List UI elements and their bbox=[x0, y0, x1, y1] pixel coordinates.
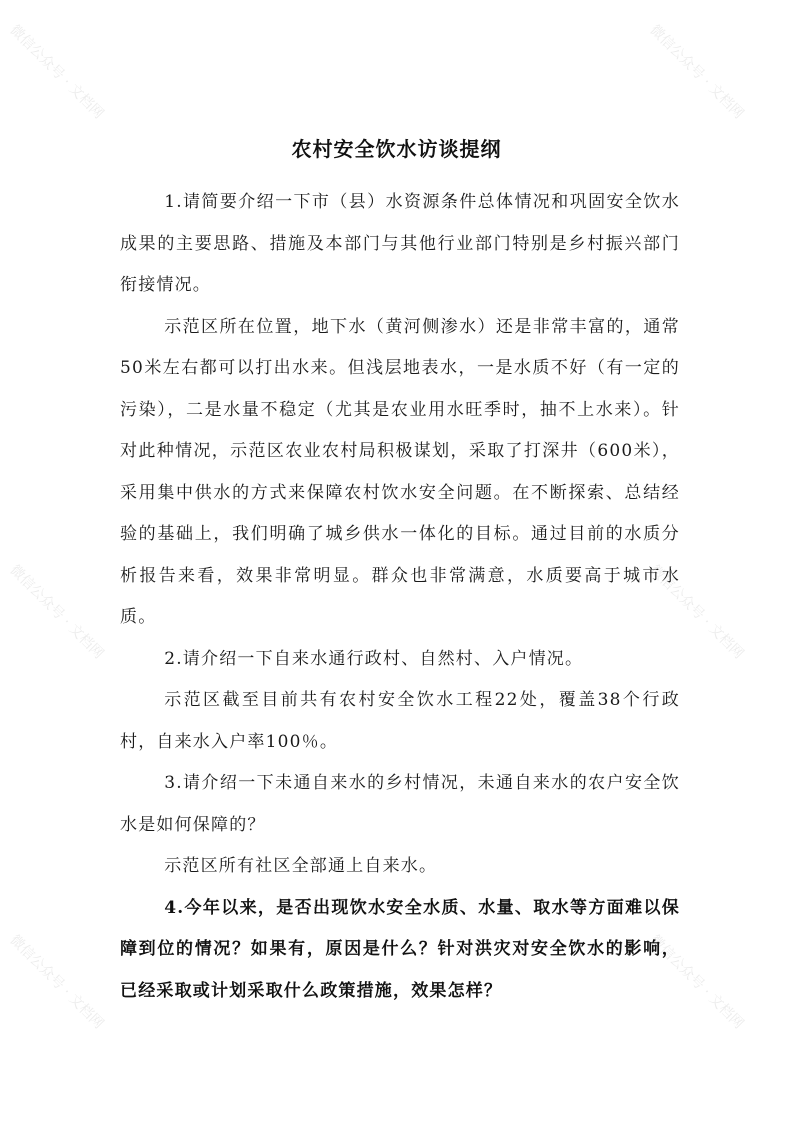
watermark: 微信公众号 · 文档网 bbox=[646, 932, 747, 1033]
watermark: 微信公众号 · 文档网 bbox=[6, 22, 107, 123]
answer-2: 示范区截至目前共有农村安全饮水工程22处，覆盖38个行政村，自来水入户率100％。 bbox=[120, 690, 680, 752]
document-body bbox=[120, 182, 680, 1012]
answer-3: 示范区所有社区全部通上自来水。 bbox=[164, 856, 438, 876]
question-3: 3.请介绍一下未通自来水的乡村情况，未通自来水的农户安全饮水是如何保障的？ bbox=[120, 773, 680, 835]
watermark: 微信公众号 · 文档网 bbox=[646, 22, 747, 123]
watermark: 微信公众号 · 文档网 bbox=[6, 562, 107, 663]
watermark: 微信公众号 · 文档网 bbox=[6, 932, 107, 1033]
question-4: 4.今年以来，是否出现饮水安全水质、水量、取水等方面难以保障到位的情况？如果有，原因是什么？针对洪灾对安全饮水的影响，已经采取或计划采取什么政策措施，效果怎样？ bbox=[120, 897, 680, 1001]
question-1: 1.请简要介绍一下市（县）水资源条件总体情况和巩固安全饮水成果的主要思路、措施及本部门与其他行业部门特别是乡村振兴部门衔接情况。 bbox=[120, 192, 680, 295]
question-2: 2.请介绍一下自来水通行政村、自然村、入户情况。 bbox=[164, 648, 584, 669]
watermark: 微信公众号 · 文档网 bbox=[646, 562, 747, 663]
answer-1: 示范区所在位置，地下水（黄河侧渗水）还是非常丰富的，通常50米左右都可以打出水来。但浅层地表水，一是水质不好（有一定的污染），二是水量不稳定（尤其是农业用水旺季时，抽不上水来）。针对此种情况，示范区农业农村局积极谋划，采取了打深井（600米），采用集中供水的方式来保障农村饮水安全问题。在不断探索、总结经验的基础上，我们明确了城乡供水一体化的目标。通过目前的水质分析报告来看，效果非常明显。群众也非常满意，水质要高于城市水质。 bbox=[120, 316, 680, 627]
document-title: 农村安全饮水访谈提纲 bbox=[291, 137, 502, 161]
